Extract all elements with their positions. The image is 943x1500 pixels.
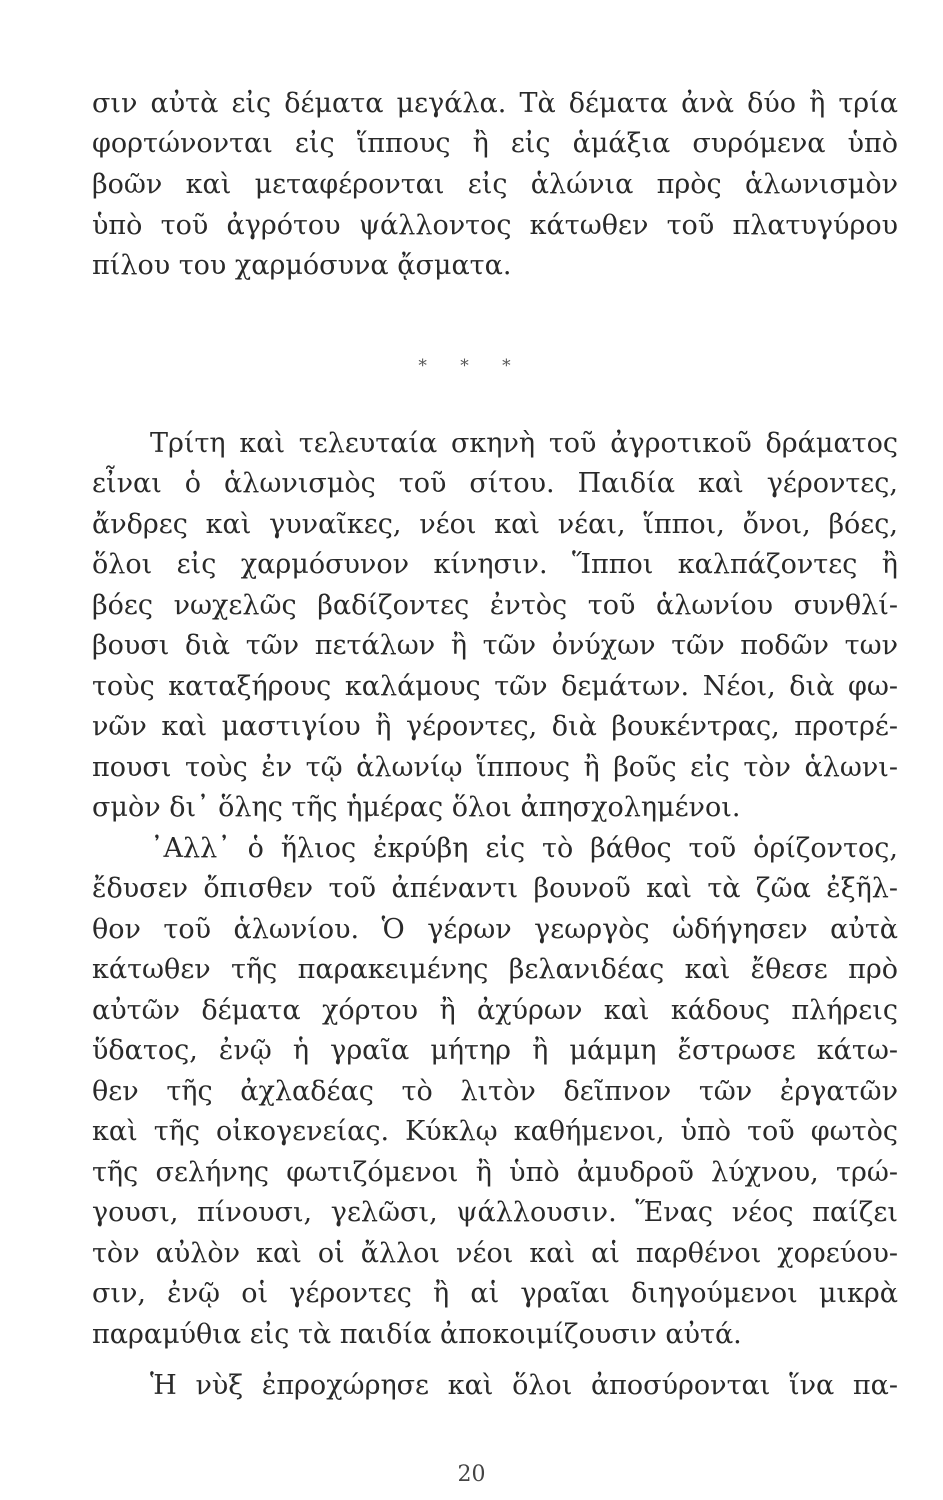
text-line: φορτώνονται εἰς ἵππους ἢ εἰς ἁμάξια συρόμενα ὑπὸ bbox=[92, 128, 898, 159]
text-line: αὐτῶν δέματα χόρτου ἢ ἀχύρων καὶ κάδους πλήρεις bbox=[92, 995, 898, 1026]
text-line: ἔδυσεν ὄπισθεν τοῦ ἀπέναντι βουνοῦ καὶ τὰ ζῶα ἐξῆλ- bbox=[92, 873, 898, 904]
text-line: τῆς σελήνης φωτιζόμενοι ἢ ὑπὸ ἀμυδροῦ λύχνου, τρώ- bbox=[92, 1157, 898, 1188]
text-line: τοὺς καταξήρους καλάμους τῶν δεμάτων. Νέοι, διὰ φω- bbox=[92, 671, 898, 702]
text-line: σιν αὐτὰ εἰς δέματα μεγάλα. Τὰ δέματα ἀνὰ δύο ἢ τρία bbox=[92, 88, 898, 119]
page-number: 20 bbox=[457, 1462, 486, 1487]
text-line: ὕδατος, ἐνῷ ἡ γραῖα μήτηρ ἢ μάμμη ἔστρωσε κάτω- bbox=[92, 1035, 898, 1066]
text-line: θεν τῆς ἀχλαδέας τὸ λιτὸν δεῖπνον τῶν ἐργατῶν bbox=[92, 1076, 898, 1107]
text-line: βοῶν καὶ μεταφέρονται εἰς ἁλώνια πρὸς ἁλωνισμὸν bbox=[92, 169, 898, 200]
text-line: πίλου του χαρμόσυνα ᾄσματα. bbox=[92, 250, 512, 281]
text-line: Ἡ νὺξ ἐπροχώρησε καὶ ὅλοι ἀποσύρονται ἵνα πα- bbox=[150, 1370, 898, 1401]
text-line: νῶν καὶ μαστιγίου ἢ γέροντες, διὰ βουκέντρας, προτρέ- bbox=[92, 711, 898, 742]
text-line: βουσι διὰ τῶν πετάλων ἢ τῶν ὀνύχων τῶν ποδῶν των bbox=[92, 630, 898, 661]
text-line: σιν, ἐνῷ οἱ γέροντες ἢ αἱ γραῖαι διηγούμενοι μικρὰ bbox=[92, 1278, 898, 1309]
text-line: θον τοῦ ἁλωνίου. Ὁ γέρων γεωργὸς ὡδήγησεν αὐτὰ bbox=[92, 914, 898, 945]
text-line: καὶ τῆς οἰκογενείας. Κύκλῳ καθήμενοι, ὑπὸ τοῦ φωτὸς bbox=[92, 1116, 898, 1147]
text-line: εἶναι ὁ ἁλωνισμὸς τοῦ σίτου. Παιδία καὶ γέροντες, bbox=[92, 468, 898, 499]
text-line: βόες νωχελῶς βαδίζοντες ἐντὸς τοῦ ἁλωνίου συνθλί- bbox=[92, 590, 898, 621]
text-line: κάτωθεν τῆς παρακειμένης βελανιδέας καὶ ἔθεσε πρὸ bbox=[92, 954, 898, 985]
text-line: γουσι, πίνουσι, γελῶσι, ψάλλουσιν. Ἕνας νέος παίζει bbox=[92, 1197, 898, 1228]
text-line: ὑπὸ τοῦ ἀγρότου ψάλλοντος κάτωθεν τοῦ πλατυγύρου bbox=[92, 210, 898, 241]
text-line: παραμύθια εἰς τὰ παιδία ἀποκοιμίζουσιν αὐτά. bbox=[92, 1319, 742, 1350]
text-line: ὅλοι εἰς χαρμόσυνον κίνησιν. Ἵπποι καλπάζοντες ἢ bbox=[92, 549, 898, 580]
text-line: τὸν αὐλὸν καὶ οἱ ἄλλοι νέοι καὶ αἱ παρθένοι χορεύου- bbox=[92, 1238, 898, 1269]
text-line: πουσι τοὺς ἐν τῷ ἁλωνίῳ ἵππους ἢ βοῦς εἰς τὸν ἁλωνι- bbox=[92, 752, 898, 783]
section-separator: * * * bbox=[418, 356, 525, 376]
text-line: ᾿Αλλ᾽ ὁ ἥλιος ἐκρύβη εἰς τὸ βάθος τοῦ ὁρίζοντος, bbox=[150, 833, 898, 864]
text-line: ἄνδρες καὶ γυναῖκες, νέοι καὶ νέαι, ἵπποι, ὄνοι, βόες, bbox=[92, 509, 898, 540]
text-line: σμὸν δι᾽ ὅλης τῆς ἡμέρας ὅλοι ἀπησχολημένοι. bbox=[92, 792, 741, 823]
text-line: Τρίτη καὶ τελευταία σκηνὴ τοῦ ἀγροτικοῦ δράματος bbox=[150, 428, 898, 459]
